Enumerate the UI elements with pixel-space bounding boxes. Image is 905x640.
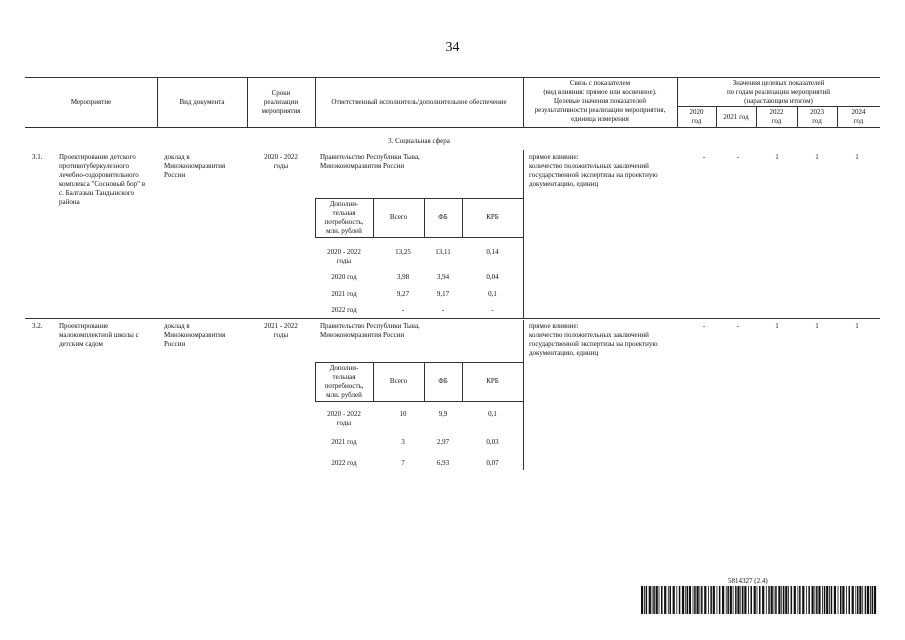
fin-fb: 2,97 — [436, 438, 450, 446]
fin-header-fb: ФБ — [438, 213, 448, 221]
fin-total: 3 — [401, 438, 405, 446]
fin-krb: 0,07 — [486, 459, 499, 467]
fin-fb: 6,93 — [436, 459, 450, 467]
fin-period: 2022 год — [331, 306, 357, 314]
fin-period: 2021 год — [331, 290, 357, 298]
barcode-bar — [740, 586, 741, 614]
barcode-bar — [661, 586, 663, 614]
barcode-bar — [726, 586, 727, 614]
barcode-bar — [771, 586, 773, 614]
barcode-bar — [846, 586, 847, 614]
fin-total: 10 — [399, 410, 407, 418]
barcode-bar — [710, 586, 712, 614]
barcode-bar — [798, 586, 799, 614]
barcode-icon — [641, 586, 879, 614]
barcode-bar — [730, 586, 732, 614]
barcode-bar — [754, 586, 756, 614]
barcode-bar — [693, 586, 694, 614]
target-value: - — [702, 153, 706, 161]
target-value: - — [736, 322, 740, 330]
page-number: 34 — [445, 40, 460, 55]
barcode-bar — [791, 586, 793, 614]
barcode-bar — [842, 586, 844, 614]
column-header-year: 2020 год — [689, 108, 704, 125]
barcode-bar — [799, 586, 801, 614]
fin-header-krb: КРБ — [486, 377, 499, 385]
fin-fb: - — [441, 306, 445, 314]
barcode-bar — [824, 586, 826, 614]
fin-fb: 13,11 — [435, 248, 451, 256]
barcode-bar — [689, 586, 691, 614]
barcode-bar — [840, 586, 842, 614]
terms-text: 2020 - 2022 годы — [264, 153, 298, 170]
target-value: - — [736, 153, 740, 161]
barcode-bar — [812, 586, 814, 614]
barcode-bar — [664, 586, 666, 614]
fin-total: 13,25 — [395, 248, 411, 256]
barcode-bar — [859, 586, 861, 614]
fin-fb: 9,9 — [438, 410, 448, 418]
barcode-bar — [862, 586, 863, 614]
fin-table-header-line — [315, 401, 523, 402]
barcode-bar — [757, 586, 758, 614]
fin-krb: 0,14 — [486, 248, 499, 256]
row-divider-line — [25, 318, 880, 319]
barcode-bar — [694, 586, 696, 614]
years-divider-line — [677, 106, 880, 107]
barcode-bar — [874, 586, 876, 614]
fin-total: 7 — [401, 459, 405, 467]
barcode-bar — [802, 586, 804, 614]
barcode-bar — [818, 586, 820, 614]
fin-krb: 0,1 — [488, 410, 497, 418]
barcode-bar — [656, 586, 658, 614]
barcode-bar — [762, 586, 764, 614]
target-value: 1 — [775, 322, 779, 330]
barcode-bar — [685, 586, 686, 614]
row-number: 3.2. — [32, 322, 43, 330]
barcode-bar — [870, 586, 871, 614]
activity-text: Проектирование детского противотуберкулезного лечебно-оздоровительного комплекса "Сосновый бор" в с. Балгазын Тандынского района — [59, 153, 145, 206]
fin-total: 9,27 — [396, 290, 410, 298]
column-header-link: Связь с показателем (вид влияния: прямое или косвенное). Целевые значения показателей результативности реализации мероприятия, единица измерения — [534, 79, 666, 123]
barcode-bar — [742, 586, 744, 614]
indicator-link-text: прямое влияние: количество положительных заключений государственной экспертизы на проектную документацию, единиц — [529, 322, 658, 357]
fin-krb: 0,1 — [488, 290, 497, 298]
column-header-terms: Сроки реализации мероприятия — [261, 89, 301, 115]
barcode-bar — [668, 586, 669, 614]
fin-table-top-line — [315, 198, 523, 199]
barcode-bar — [641, 586, 643, 614]
barcode-bar — [722, 586, 724, 614]
barcode-bar — [826, 586, 828, 614]
section-title: 3. Социальная сфера — [388, 137, 450, 145]
fin-period: 2020 - 2022 годы — [327, 410, 361, 427]
barcode-bar — [733, 586, 734, 614]
barcode-bar — [659, 586, 660, 614]
barcode-bar — [867, 586, 869, 614]
doc-type-text: доклад в Минэкономразвития России — [164, 322, 226, 348]
column-header-doc-type: Вид документа — [179, 98, 225, 106]
fin-header-need: Дополни- тельная потребность, млн. рублей — [324, 364, 364, 399]
barcode-bar — [646, 586, 648, 614]
column-header-responsible: Ответственный исполнитель/дополнительное обеспечение — [331, 98, 507, 106]
terms-text: 2021 - 2022 годы — [264, 322, 298, 339]
barcode-bar — [673, 586, 675, 614]
target-value: - — [702, 322, 706, 330]
barcode-bar — [744, 586, 746, 614]
barcode-bar — [808, 586, 810, 614]
header-bottom-line — [25, 127, 880, 128]
barcode-bar — [834, 586, 836, 614]
fin-fb: 9,17 — [436, 290, 450, 298]
barcode-bar — [644, 586, 645, 614]
fin-header-fb: ФБ — [438, 377, 448, 385]
fin-period: 2022 год — [331, 459, 357, 467]
fin-period: 2021 год — [331, 438, 357, 446]
fin-header-need: Дополни- тельная потребность, млн. рублей — [324, 200, 364, 235]
column-header-activity: Мероприятие — [70, 98, 112, 106]
target-value: 1 — [775, 153, 779, 161]
barcode-bar — [788, 586, 789, 614]
responsible-text: Правительство Республики Тыва, Минэкономразвития России — [320, 153, 420, 170]
header-top-line — [25, 77, 880, 78]
fin-krb: 0,03 — [486, 438, 499, 446]
activity-text: Проектирование малокомплектной школы с детским садом — [59, 322, 139, 348]
barcode-bar — [852, 586, 854, 614]
barcode-bar — [829, 586, 830, 614]
fin-period: 2020 - 2022 годы — [327, 248, 361, 265]
fin-table-header-line — [315, 237, 523, 238]
barcode-bar — [652, 586, 653, 614]
barcode-bar — [682, 586, 684, 614]
barcode-bar — [831, 586, 833, 614]
barcode-bar — [751, 586, 753, 614]
barcode-bar — [865, 586, 867, 614]
barcode-bar — [781, 586, 782, 614]
responsible-text: Правительство Республики Тыва, Минэкономразвития России — [320, 322, 420, 339]
fin-period: 2020 год — [331, 273, 357, 281]
barcode-bar — [759, 586, 761, 614]
indicator-link-text: прямое влияние: количество положительных заключений государственной экспертизы на проектную документацию, единиц — [529, 153, 658, 188]
barcode-bar — [872, 586, 874, 614]
barcode-bar — [774, 586, 775, 614]
barcode-bar — [838, 586, 839, 614]
barcode-bar — [737, 586, 739, 614]
column-header-year: 2022 год — [769, 108, 784, 125]
fin-krb: - — [491, 306, 494, 314]
barcode-bar — [713, 586, 715, 614]
barcode-bar — [766, 586, 767, 614]
fin-header-krb: КРБ — [486, 213, 499, 221]
doc-type-text: доклад в Минэкономразвития России — [164, 153, 226, 179]
fin-total: - — [401, 306, 405, 314]
barcode-bar — [748, 586, 749, 614]
barcode-bar — [708, 586, 709, 614]
barcode-bar — [806, 586, 807, 614]
barcode-bar — [653, 586, 655, 614]
row-number: 3.1. — [32, 153, 43, 161]
barcode-bar — [670, 586, 672, 614]
barcode-bar — [727, 586, 729, 614]
fin-total: 3,98 — [396, 273, 410, 281]
column-header-year: 2024 год — [851, 108, 866, 125]
document-code: 5814327 (2.4) — [728, 577, 768, 585]
column-header-year: 2023 год — [810, 108, 824, 125]
barcode-bar — [775, 586, 777, 614]
barcode-bar — [857, 586, 859, 614]
barcode-bar — [649, 586, 651, 614]
barcode-bar — [794, 586, 796, 614]
target-value: 1 — [855, 322, 859, 330]
target-value: 1 — [855, 153, 859, 161]
column-header-target-values: Значения целевых показателей по годам реализации мероприятий (нарастающим итогом) — [726, 79, 831, 105]
barcode-bar — [697, 586, 699, 614]
barcode-bar — [785, 586, 787, 614]
barcode-bar — [768, 586, 770, 614]
barcode-bar — [704, 586, 706, 614]
barcode-bar — [679, 586, 681, 614]
barcode-bar — [701, 586, 703, 614]
target-value: 1 — [815, 153, 819, 161]
barcode-bar — [735, 586, 737, 614]
barcode-bar — [676, 586, 677, 614]
barcode-bar — [700, 586, 701, 614]
column-divider — [523, 320, 524, 470]
barcode-bar — [687, 586, 689, 614]
barcode-bar — [783, 586, 785, 614]
target-value: 1 — [815, 322, 819, 330]
fin-table-top-line — [315, 362, 523, 363]
barcode-bar — [719, 586, 721, 614]
barcode-bar — [815, 586, 816, 614]
fin-header-total: Всего — [389, 377, 408, 385]
barcode-bar — [822, 586, 823, 614]
column-divider — [523, 150, 524, 318]
barcode-bar — [717, 586, 718, 614]
barcode-bar — [855, 586, 856, 614]
fin-header-total: Всего — [389, 213, 408, 221]
column-header-year: 2021 год — [723, 113, 749, 121]
barcode-bar — [778, 586, 780, 614]
fin-fb: 3,94 — [436, 273, 450, 281]
barcode-bar — [849, 586, 851, 614]
fin-krb: 0,04 — [486, 273, 499, 281]
barcode-bar — [816, 586, 818, 614]
